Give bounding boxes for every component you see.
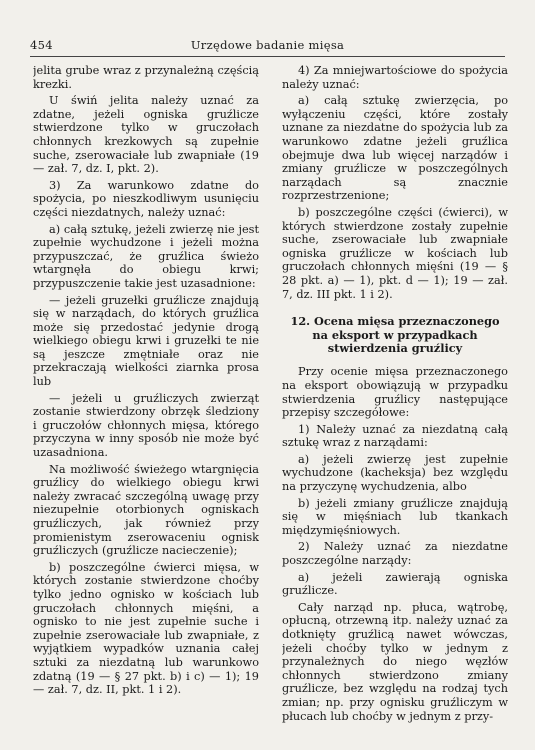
paragraph: 3) Za warunkowo zdatne do spożycia, po nieszkodliwym usunięciu części niezdatnych, należy uznać: bbox=[33, 178, 259, 219]
paragraph: 4) Za mniejwartościowe do spożycia należy uznać: bbox=[282, 64, 508, 91]
page-header bbox=[30, 36, 505, 56]
page-number: 454 bbox=[30, 38, 53, 52]
paragraph: Cały narząd np. płuca, wątrobę, opłucną, otrzewną itp. należy uznać za dotknięty gruźlicą nawet wówczas, jeżeli choćby tylko w jednym z przynależnych do niego węzłów chłonnych stwierdzono zmiany gruźlicze, bez względu na rodzaj tych zmian; np. przy ognisku gruźliczym w płucach lub choćby w jednym z przy- bbox=[282, 600, 508, 723]
paragraph: a) całą sztukę, jeżeli zwierzę nie jest zupełnie wychudzone i jeżeli można przypuszczać, że gruźlica świeżo wtargnęła do obiegu krwi; przypuszczenie takie jest uzasadnione: bbox=[33, 222, 259, 290]
paragraph: U świń jelita należy uznać za zdatne, jeżeli ogniska gruźlicze stwierdzone tylko w gruczołach chłonnych krezkowych są zupełnie suche, zserowaciałe lub zwapniałe (19 — zał. 7, dz. I, pkt. 2). bbox=[33, 94, 259, 176]
paragraph: a) całą sztukę zwierzęcia, po wyłączeniu części, które zostały uznane za niezdatne do spożycia lub za warunkowo zdatne jeżeli gruźlica obejmuje dwa lub więcej narządów i zmiany gruźlicze w poszczególnych narządach są znacznie rozprzestrzenione; bbox=[282, 94, 508, 203]
paragraph: b) poszczególne ćwierci mięsa, w których zostanie stwierdzone choćby tylko jedno ognisko w kościach lub gruczołach chłonnych mięśni, a ognisko to nie jest zupełnie suche i zupełnie zserowaciałe lub zwapniałe, z wyjątkiem wypadków uznania całej sztuki za niezdatną lub warunkowo zdatną (19 — § 27 pkt. b) i c) — 1); 19 — zał. 7, dz. II, pkt. 1 i 2). bbox=[33, 560, 259, 697]
running-title: Urzędowe badanie mięsa bbox=[190, 38, 345, 52]
paragraph: Przy ocenie mięsa przeznaczonego na eksport obowiązują w przypadku stwierdzenia gruźlicy następujące przepisy szczegółowe: bbox=[282, 365, 508, 420]
paragraph: a) jeżeli zawierają ogniska gruźlicze. bbox=[282, 570, 508, 598]
paragraph: 2) Należy uznać za niezdatne poszczególne narządy: bbox=[282, 540, 508, 568]
paragraph: b) jeżeli zmiany gruźlicze znajdują się w mięśniach lub tkankach międzymięśniowych. bbox=[282, 496, 508, 537]
right-column bbox=[282, 64, 508, 736]
paragraph: b) poszczególne części (ćwierci), w których stwierdzone zostały zupełnie suche, zserowaciałe lub zwapniałe ogniska gruźlicze w kościach lub gruczołach chłonnych mięśni (19 — § 28 pkt. a) — 1), pkt. d — 1); 19 — zał. 7, dz. III pkt. 1 i 2). bbox=[282, 205, 508, 301]
paragraph: — jeżeli gruzełki gruźlicze znajdują się w narządach, do których gruźlica może się przedostać jedynie drogą wielkiego obiegu krwi i gruzełki te nie są jeszcze zmętniałe oraz nie przekraczają wielkości ziarnka prosa lub bbox=[33, 293, 259, 389]
paragraph: — jeżeli u gruźliczych zwierząt zostanie stwierdzony obrzęk śledziony i gruczołów chłonnych mięsa, którego przyczyna w inny sposób nie może być uzasadniona. bbox=[33, 391, 259, 460]
paragraph: a) jeżeli zwierzę jest zupełnie wychudzone (kacheksja) bez względu na przyczynę wychudzenia, albo bbox=[282, 452, 508, 494]
left-column bbox=[33, 64, 259, 736]
paragraph: Na możliwość świeżego wtargnięcia gruźlicy do wielkiego obiegu krwi należy zwracać szczególną uwagę przy niezupełnie otorbionych ogniskach gruźliczych, jak również przy promienistym zserowaceniu ognisk gruźliczych (gruźlicze nacieczenie); bbox=[33, 462, 259, 558]
header-rule bbox=[30, 56, 505, 57]
section-heading: 12. Ocena mięsa przeznaczonego na eksport w przypadkach stwierdzenia gruźlicy bbox=[290, 314, 500, 355]
paragraph: jelita grube wraz z przynależną częścią krezki. bbox=[33, 64, 259, 91]
paragraph: 1) Należy uznać za niezdatną całą sztukę wraz z narządami: bbox=[282, 422, 508, 450]
